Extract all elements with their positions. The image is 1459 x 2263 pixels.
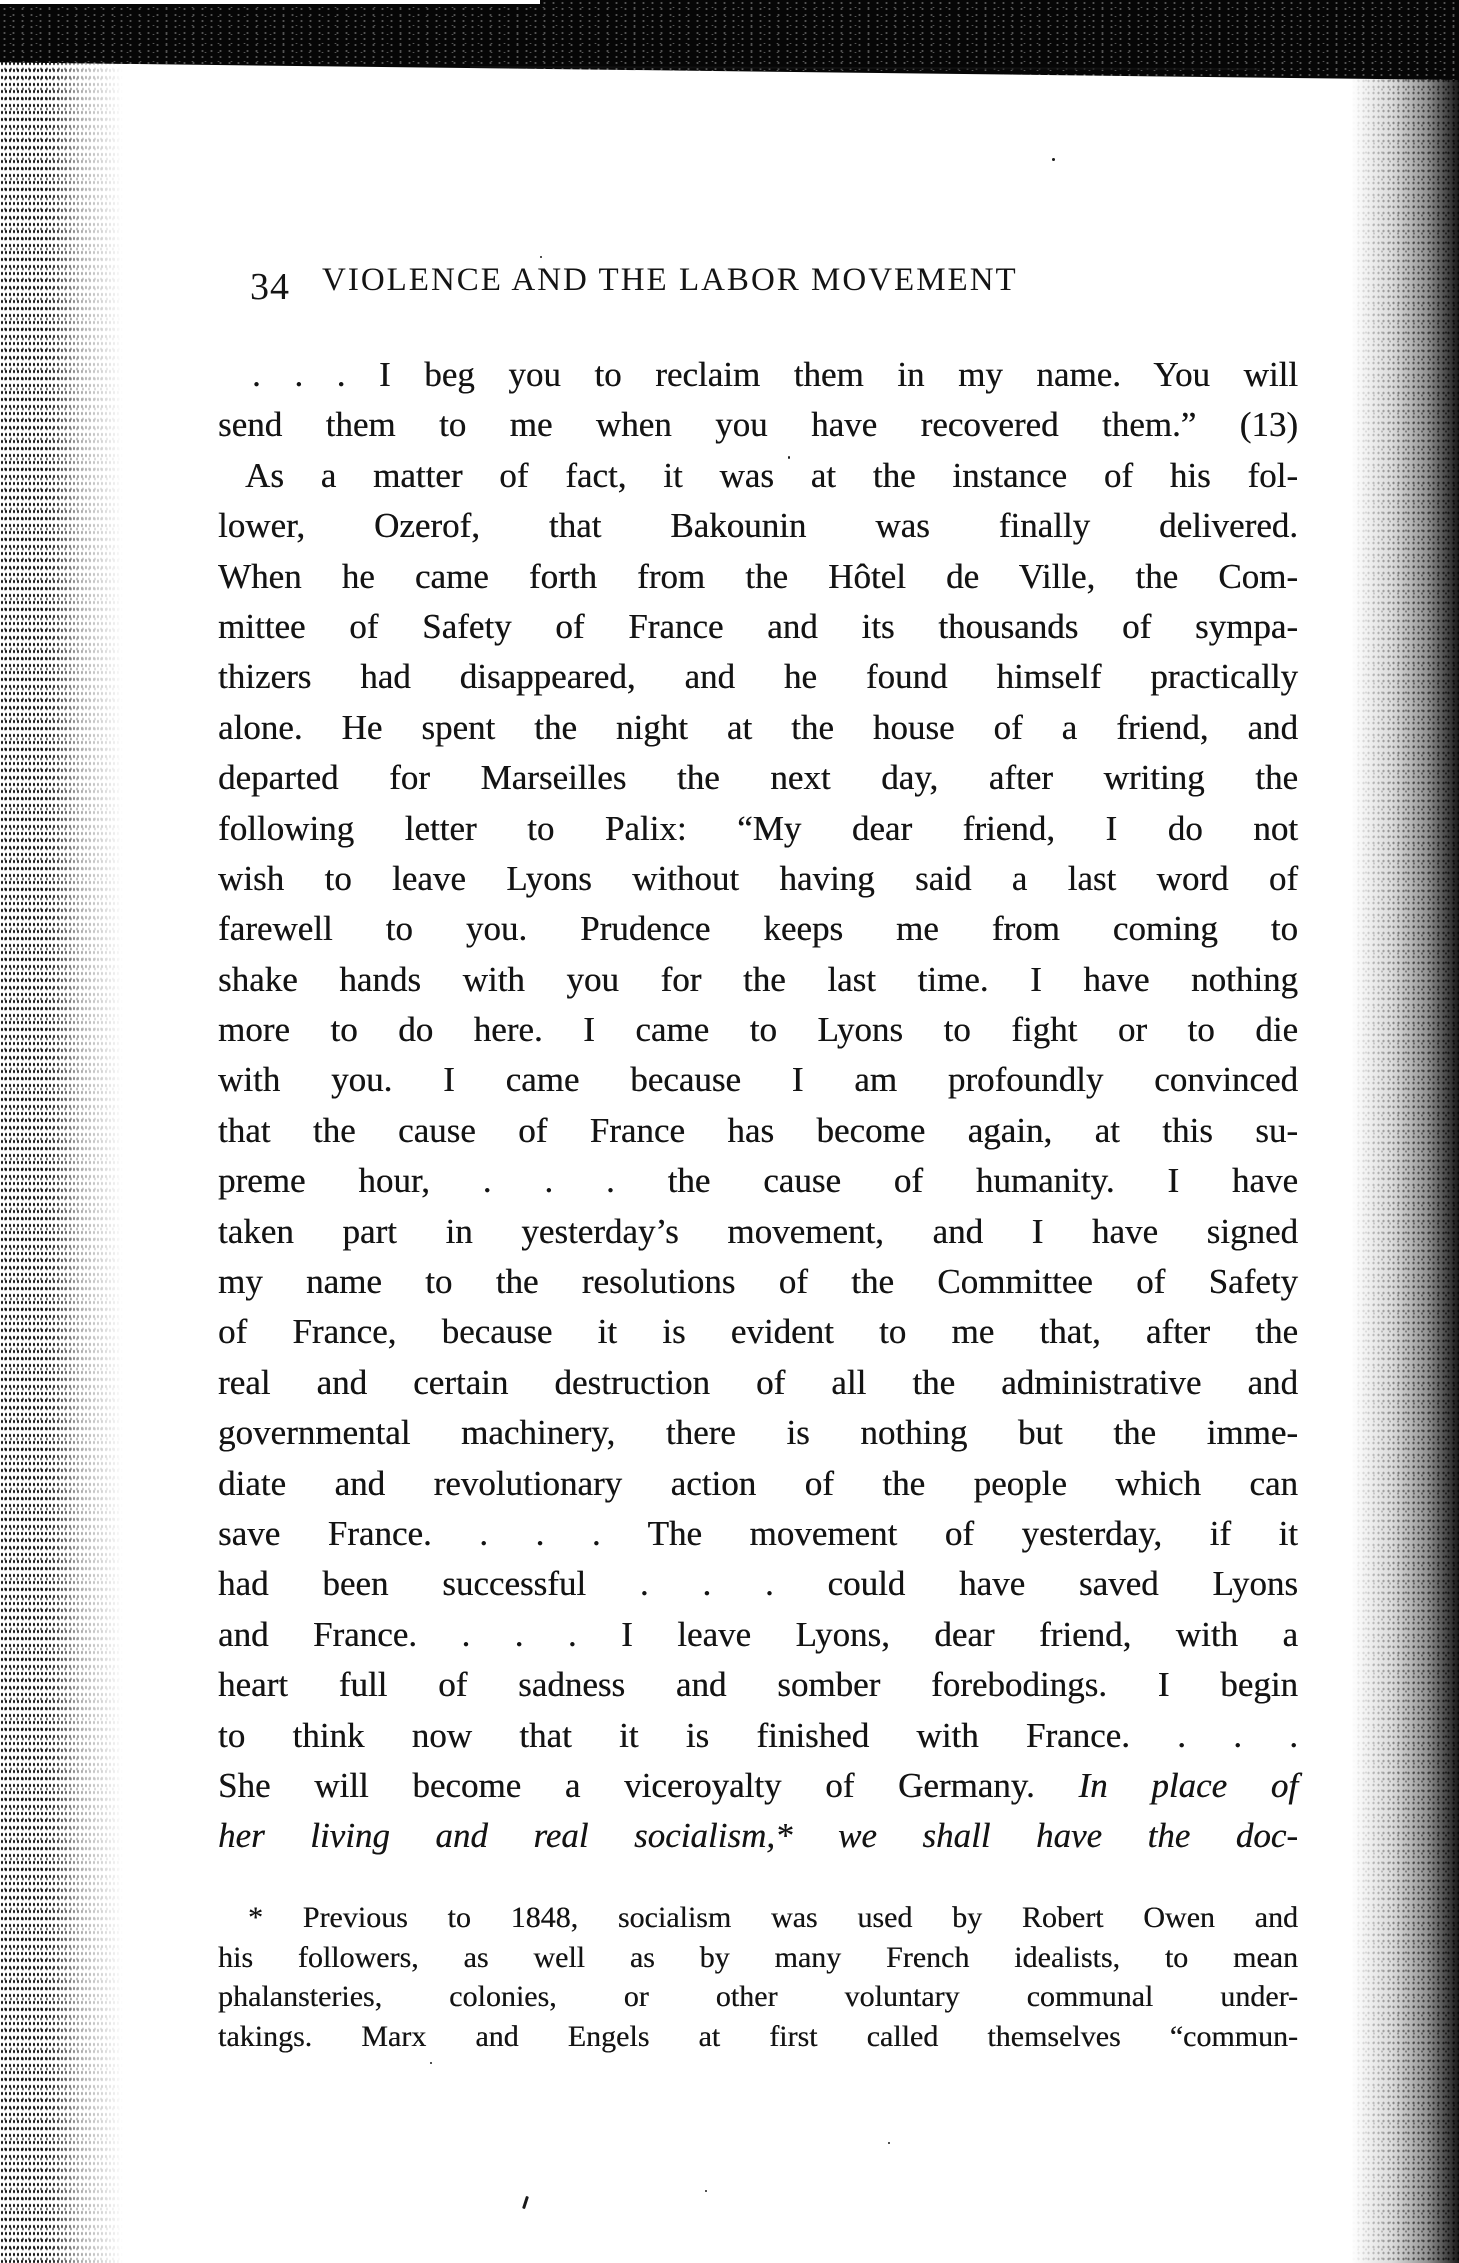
body-line: governmental machinery, there is nothing but the imme- xyxy=(218,1413,1298,1453)
scan-right-edge-shadow xyxy=(1351,0,1459,2263)
body-line: shake hands with you for the last time. I have nothing xyxy=(218,959,1298,999)
body-line: alone. He spent the night at the house of a friend, and xyxy=(218,707,1298,747)
page-header xyxy=(0,258,1459,308)
scan-left-binding-noise xyxy=(0,60,150,2263)
scan-speck xyxy=(888,2142,890,2144)
body-line: to think now that it is finished with France. . . . xyxy=(218,1715,1298,1755)
body-line-roman: She will become a viceroyalty of Germany. xyxy=(218,1765,1079,1805)
body-line: mittee of Safety of France and its thousands of sympa- xyxy=(218,606,1298,646)
body-line: departed for Marseilles the next day, after writing the xyxy=(218,758,1298,798)
body-line: that the cause of France has become again, at this su- xyxy=(218,1110,1298,1150)
scan-speck xyxy=(522,2196,529,2209)
body-line: When he came forth from the Hôtel de Ville, the Com- xyxy=(218,556,1298,596)
body-line: thizers had disappeared, and he found himself practically xyxy=(218,657,1298,697)
body-line-italic: her living and real socialism,* we shall have the doc- xyxy=(218,1816,1298,1856)
body-line: real and certain destruction of all the administrative and xyxy=(218,1362,1298,1402)
body-line: send them to me when you have recovered them.” (13) xyxy=(218,405,1298,445)
footnote-line: takings. Marx and Engels at first called themselves “commun- xyxy=(218,2019,1298,2053)
body-line: diate and revolutionary action of the people which can xyxy=(218,1463,1298,1503)
footnote-line: phalansteries, colonies, or other voluntary communal under- xyxy=(218,1980,1298,2013)
scan-speck xyxy=(430,2062,432,2064)
body-line: farewell to you. Prudence keeps me from coming to xyxy=(218,909,1298,949)
scan-speck xyxy=(1052,158,1055,161)
body-line: heart full of sadness and somber forebodings. I begin xyxy=(218,1665,1298,1705)
footnote-block xyxy=(218,1898,1298,2056)
scan-top-white-sliver xyxy=(0,0,540,4)
body-line: save France. . . . The movement of yesterday, if it xyxy=(218,1513,1298,1553)
body-line: of France, because it is evident to me that, after the xyxy=(218,1312,1298,1352)
body-line: following letter to Palix: “My dear friend, I do not xyxy=(218,808,1298,848)
running-head-title: VIOLENCE AND THE LABOR MOVEMENT xyxy=(322,262,1018,298)
body-line: lower, Ozerof, that Bakounin was finally delivered. xyxy=(218,506,1298,546)
body-line: more to do here. I came to Lyons to fight or to die xyxy=(218,1010,1298,1050)
footnote-line: * Previous to 1848, socialism was used by Robert Owen and xyxy=(248,1901,1298,1934)
body-line-italic: In place of xyxy=(1078,1765,1298,1805)
body-line: taken part in yesterday’s movement, and I have signed xyxy=(218,1211,1298,1251)
body-line: my name to the resolutions of the Committee of Safety xyxy=(218,1262,1298,1302)
body-line: had been successful . . . could have saved Lyons xyxy=(218,1564,1298,1604)
body-text-block xyxy=(218,350,1298,1862)
body-line: . . . I beg you to reclaim them in my name. You will xyxy=(252,355,1298,394)
page-number: 34 xyxy=(250,266,290,308)
body-line: and France. . . . I leave Lyons, dear friend, with a xyxy=(218,1614,1298,1654)
scan-speck xyxy=(705,2190,707,2192)
body-line: with you. I came because I am profoundly convinced xyxy=(218,1060,1298,1100)
body-line: As a matter of fact, it was at the instance of his fol- xyxy=(245,455,1298,495)
body-line: wish to leave Lyons without having said a last word of xyxy=(218,858,1298,898)
body-line xyxy=(218,1761,1298,1811)
body-line: preme hour, . . . the cause of humanity. I have xyxy=(218,1161,1298,1201)
footnote-line: his followers, as well as by many French idealists, to mean xyxy=(218,1940,1298,1974)
